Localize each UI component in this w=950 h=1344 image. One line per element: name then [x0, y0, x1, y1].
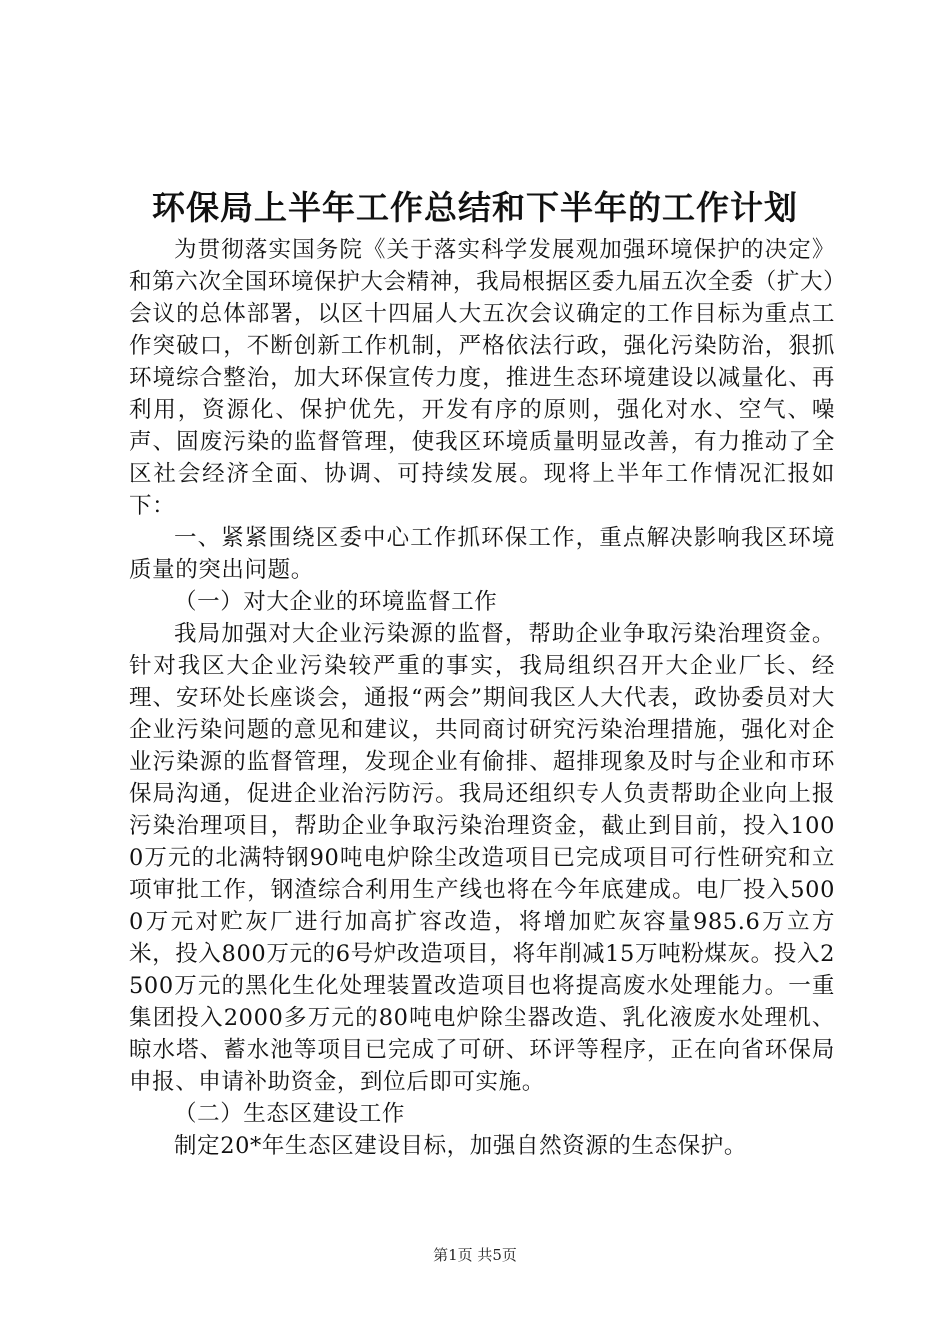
- paragraph-intro: 为贯彻落实国务院《关于落实科学发展观加强环境保护的决定》和第六次全国环境保护大会精神，我局根据区委九届五次全委（扩大）会议的总体部署，以区十四届人大五次会议确定的工作目标为重点工作突破口，不断创新工作机制，严格依法行政，强化污染防治，狠抓环境综合整治，加大环保宣传力度，推进生态环境建设以减量化、再利用，资源化、保护优先，开发有序的原则，强化对水、空气、噪声、固废污染的监督管理，使我区环境质量明显改善，有力推动了全区社会经济全面、协调、可持续发展。现将上半年工作情况汇报如下：: [129, 237, 835, 519]
- page-footer: 第1页 共5页: [433, 1246, 517, 1264]
- subsection-heading-1: （一）对大企业的环境监督工作: [174, 589, 498, 615]
- paragraph-ecology: 制定20*年生态区建设目标，加强自然资源的生态保护。: [174, 1133, 747, 1159]
- document-body: [129, 234, 835, 1162]
- paragraph-enterprise-supervision: 我局加强对大企业污染源的监督，帮助企业争取污染治理资金。针对我区大企业污染较严重的事实，我局组织召开大企业厂长、经理、安环处长座谈会，通报“两会”期间我区人大代表，政协委员对大企业污染问题的意见和建议，共同商讨研究污染治理措施，强化对企业污染源的监督管理，发现企业有偷排、超排现象及时与企业和市环保局沟通，促进企业治污防污。我局还组织专人负责帮助企业向上报污染治理项目，帮助企业争取污染治理资金，截止到目前，投入1000万元的北满特钢90吨电炉除尘改造项目已完成项目可行性研究和立项审批工作，钢渣综合利用生产线也将在今年底建成。电厂投入5000万元对贮灰厂进行加高扩容改造，将增加贮灰容量985.6万立方米，投入800万元的6号炉改造项目，将年削减15万吨粉煤灰。投入2500万元的黑化生化处理装置改造项目也将提高废水处理能力。一重集团投入2000多万元的80吨电炉除尘器改造、乳化液废水处理机、晾水塔、蓄水池等项目已完成了可研、环评等程序，正在向省环保局申报、申请补助资金，到位后即可实施。: [129, 621, 835, 1095]
- document-title: 环保局上半年工作总结和下半年的工作计划: [152, 188, 798, 227]
- subsection-heading-2: （二）生态区建设工作: [174, 1101, 406, 1127]
- section-heading-1: 一、紧紧围绕区委中心工作抓环保工作，重点解决影响我区环境质量的突出问题。: [129, 525, 835, 583]
